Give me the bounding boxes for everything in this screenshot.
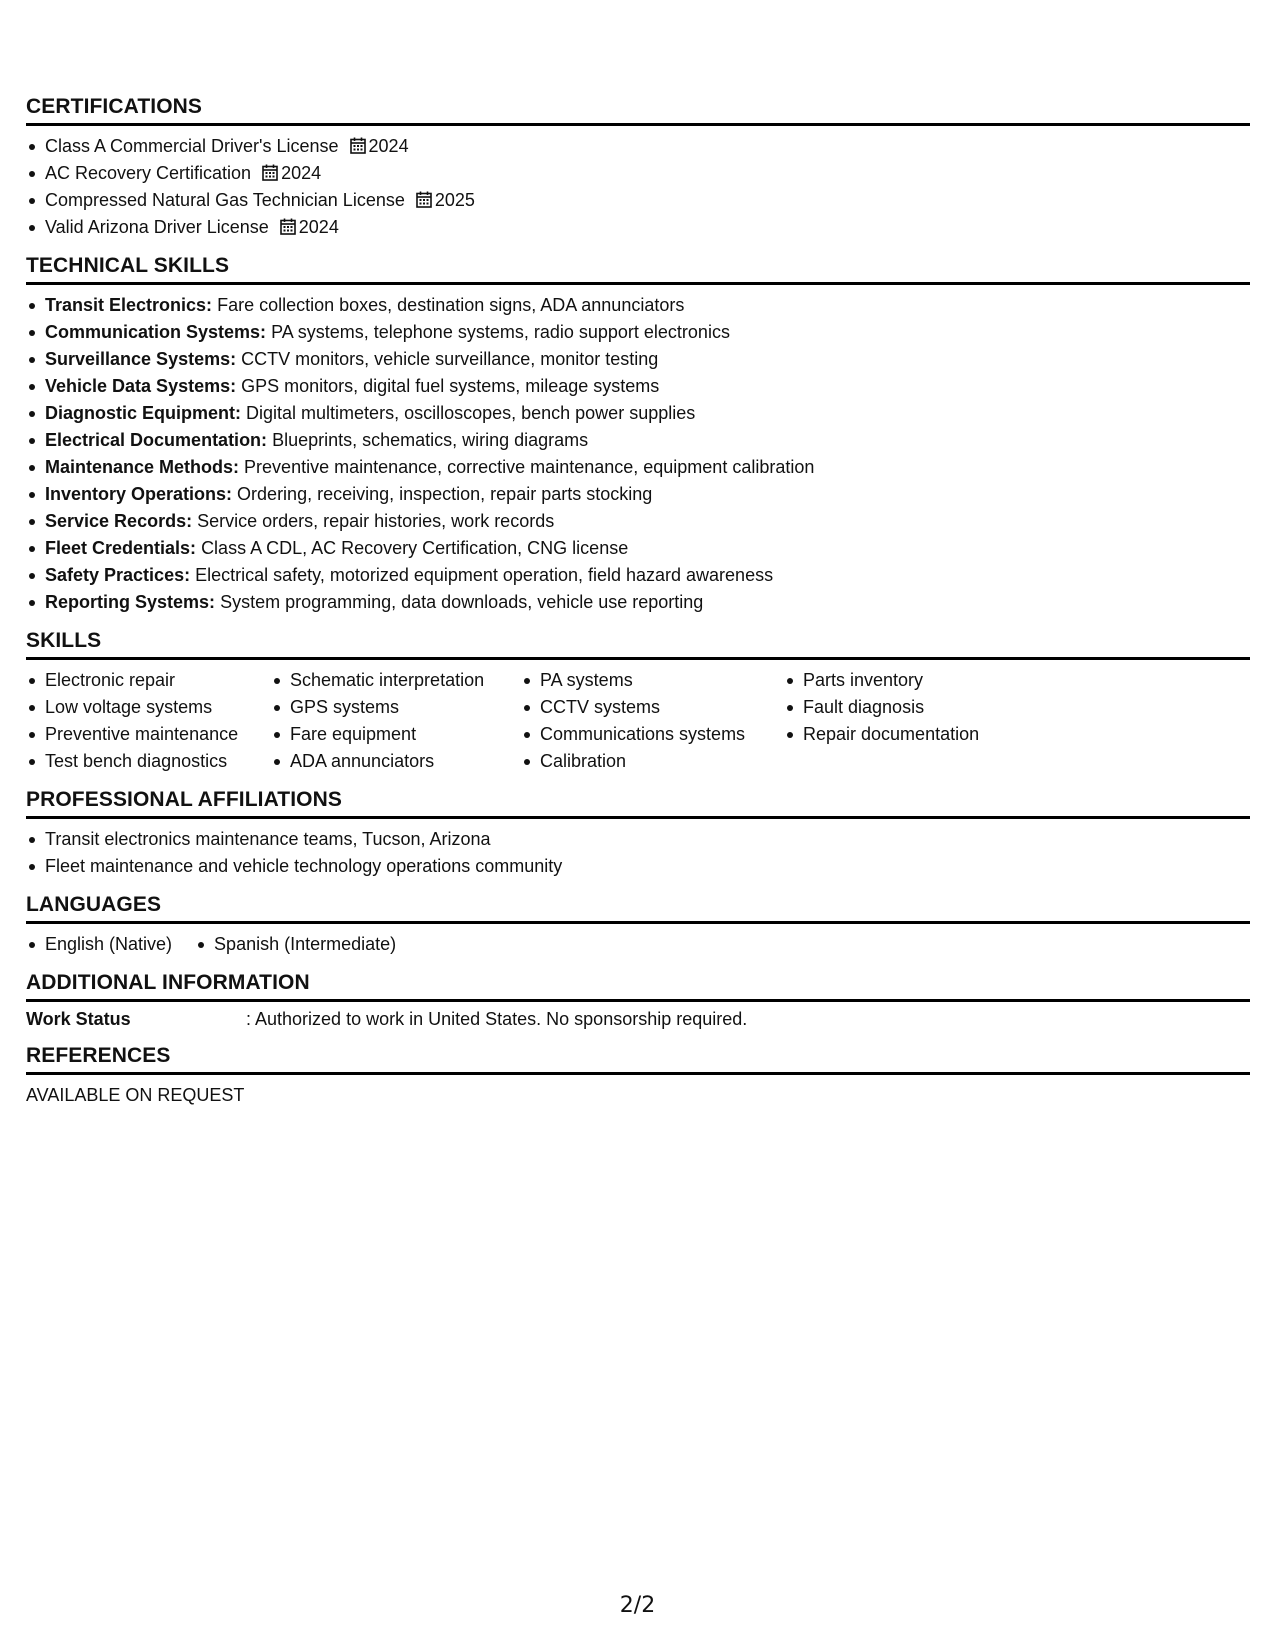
references-text: AVAILABLE ON REQUEST bbox=[26, 1085, 245, 1105]
skill-detail: Service orders, repair histories, work records bbox=[197, 511, 555, 531]
skill-item: Schematic interpretation bbox=[271, 667, 521, 694]
affiliations-list bbox=[26, 819, 1250, 880]
skill-category: Maintenance Methods: bbox=[45, 457, 240, 477]
technical-skill-item bbox=[26, 292, 1250, 319]
certification-year: 2025 bbox=[434, 190, 475, 210]
calendar-icon bbox=[416, 191, 432, 208]
affiliation-item: Fleet maintenance and vehicle technology operations community bbox=[26, 853, 1250, 880]
work-status-row bbox=[26, 1002, 1250, 1033]
technical-skill-item bbox=[26, 373, 1250, 400]
skill-item: Fault diagnosis bbox=[784, 694, 1044, 721]
languages-heading: LANGUAGES bbox=[26, 893, 1250, 924]
certification-year: 2024 bbox=[281, 163, 322, 183]
skill-item: Test bench diagnostics bbox=[26, 748, 271, 775]
certification-name: Class A Commercial Driver's License bbox=[45, 136, 339, 156]
certification-name: Valid Arizona Driver License bbox=[45, 217, 269, 237]
certification-item bbox=[26, 160, 1250, 187]
certification-item bbox=[26, 214, 1250, 241]
skill-category: Reporting Systems: bbox=[45, 592, 216, 612]
technical-skills-list bbox=[26, 285, 1250, 616]
skill-category: Electrical Documentation: bbox=[45, 430, 268, 450]
technical-skill-item bbox=[26, 562, 1250, 589]
references-heading: REFERENCES bbox=[26, 1044, 1250, 1075]
skill-category: Transit Electronics: bbox=[45, 295, 213, 315]
calendar-icon bbox=[350, 137, 366, 154]
certification-year: 2024 bbox=[298, 217, 339, 237]
skill-item: Fare equipment bbox=[271, 721, 521, 748]
language-item: English (Native) bbox=[26, 931, 172, 958]
certifications-list bbox=[26, 126, 1250, 241]
skill-item: Parts inventory bbox=[784, 667, 1044, 694]
skill-detail: Preventive maintenance, corrective maintenance, equipment calibration bbox=[244, 457, 815, 477]
skill-item: Repair documentation bbox=[784, 721, 1044, 748]
skill-item: GPS systems bbox=[271, 694, 521, 721]
technical-skills-section bbox=[26, 254, 1250, 616]
affiliation-item: Transit electronics maintenance teams, Tucson, Arizona bbox=[26, 826, 1250, 853]
skill-detail: Electrical safety, motorized equipment operation, field hazard awareness bbox=[195, 565, 774, 585]
additional-info-heading: ADDITIONAL INFORMATION bbox=[26, 971, 1250, 1002]
certifications-heading: CERTIFICATIONS bbox=[26, 95, 1250, 126]
skill-item: Calibration bbox=[521, 748, 784, 775]
skill-category: Communication Systems: bbox=[45, 322, 267, 342]
skill-item: ADA annunciators bbox=[271, 748, 521, 775]
skills-heading: SKILLS bbox=[26, 629, 1250, 660]
technical-skills-heading: TECHNICAL SKILLS bbox=[26, 254, 1250, 285]
skill-item: CCTV systems bbox=[521, 694, 784, 721]
references-section bbox=[26, 1044, 1250, 1109]
skill-category: Surveillance Systems: bbox=[45, 349, 237, 369]
skills-column bbox=[271, 667, 521, 775]
work-status-value: : Authorized to work in United States. No sponsorship required. bbox=[246, 1009, 748, 1029]
skills-column bbox=[26, 667, 271, 775]
work-status-label: Work Status bbox=[26, 1009, 131, 1029]
skill-category: Fleet Credentials: bbox=[45, 538, 197, 558]
skill-detail: System programming, data downloads, vehicle use reporting bbox=[220, 592, 704, 612]
technical-skill-item bbox=[26, 400, 1250, 427]
technical-skill-item bbox=[26, 508, 1250, 535]
certification-item bbox=[26, 133, 1250, 160]
skill-category: Inventory Operations: bbox=[45, 484, 233, 504]
certification-name: AC Recovery Certification bbox=[45, 163, 252, 183]
technical-skill-item bbox=[26, 427, 1250, 454]
skills-column bbox=[521, 667, 784, 775]
resume-page bbox=[26, 95, 1250, 1109]
skill-item: Low voltage systems bbox=[26, 694, 271, 721]
technical-skill-item bbox=[26, 346, 1250, 373]
skill-category: Diagnostic Equipment: bbox=[45, 403, 242, 423]
certifications-section bbox=[26, 95, 1250, 241]
skill-item: Preventive maintenance bbox=[26, 721, 271, 748]
technical-skill-item bbox=[26, 319, 1250, 346]
skills-section bbox=[26, 629, 1250, 775]
skills-column bbox=[784, 667, 1044, 775]
calendar-icon bbox=[280, 218, 296, 235]
technical-skill-item bbox=[26, 535, 1250, 562]
skill-detail: CCTV monitors, vehicle surveillance, monitor testing bbox=[241, 349, 659, 369]
affiliations-section bbox=[26, 788, 1250, 880]
additional-info-section bbox=[26, 971, 1250, 1033]
skill-detail: Fare collection boxes, destination signs, ADA annunciators bbox=[217, 295, 685, 315]
languages-list bbox=[26, 924, 1250, 958]
technical-skill-item bbox=[26, 481, 1250, 508]
skill-category: Service Records: bbox=[45, 511, 193, 531]
skills-grid bbox=[26, 660, 1250, 775]
skill-category: Vehicle Data Systems: bbox=[45, 376, 237, 396]
languages-section bbox=[26, 893, 1250, 958]
affiliations-heading: PROFESSIONAL AFFILIATIONS bbox=[26, 788, 1250, 819]
technical-skill-item bbox=[26, 454, 1250, 481]
skill-item: PA systems bbox=[521, 667, 784, 694]
skill-item: Communications systems bbox=[521, 721, 784, 748]
skill-detail: Blueprints, schematics, wiring diagrams bbox=[272, 430, 589, 450]
certification-name: Compressed Natural Gas Technician License bbox=[45, 190, 405, 210]
skill-item: Electronic repair bbox=[26, 667, 271, 694]
skill-detail: Digital multimeters, oscilloscopes, bench power supplies bbox=[246, 403, 696, 423]
page-number: 2/2 bbox=[619, 1593, 656, 1618]
calendar-icon bbox=[262, 164, 278, 181]
technical-skill-item bbox=[26, 589, 1250, 616]
skill-detail: PA systems, telephone systems, radio support electronics bbox=[271, 322, 730, 342]
skill-detail: Ordering, receiving, inspection, repair parts stocking bbox=[237, 484, 653, 504]
certification-year: 2024 bbox=[368, 136, 409, 156]
language-item: Spanish (Intermediate) bbox=[195, 931, 396, 958]
skill-detail: GPS monitors, digital fuel systems, mileage systems bbox=[241, 376, 660, 396]
certification-item bbox=[26, 187, 1250, 214]
skill-category: Safety Practices: bbox=[45, 565, 191, 585]
skill-detail: Class A CDL, AC Recovery Certification, CNG license bbox=[201, 538, 629, 558]
